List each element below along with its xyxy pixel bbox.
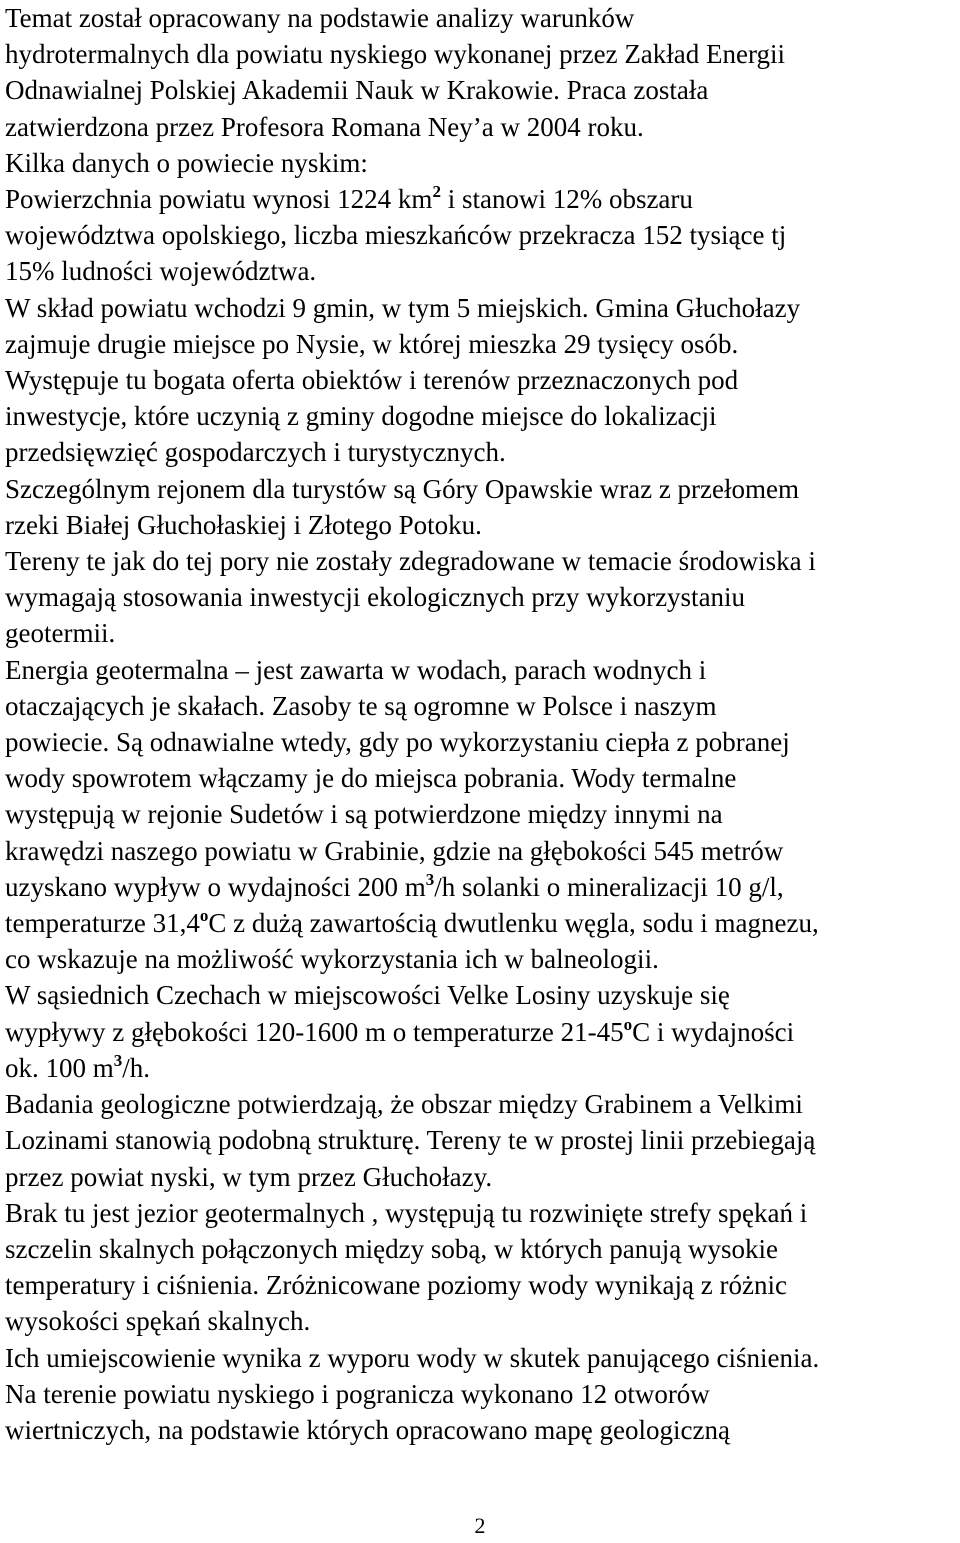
text-line: Badania geologiczne potwierdzają, że obszar między Grabinem a Velkimi — [5, 1089, 803, 1120]
superscript: o — [199, 906, 209, 926]
text-line: wymagają stosowania inwestycji ekologicznych przy wykorzystaniu — [5, 582, 746, 613]
superscript: 2 — [432, 182, 441, 202]
text-line: zatwierdzona przez Profesora Romana Ney’a w 2004 roku. — [5, 111, 644, 142]
text-line: Na terenie powiatu nyskiego i pogranicza wykonano 12 otworów — [5, 1378, 710, 1409]
text-line: geotermii. — [5, 618, 116, 649]
text-line: przez powiat nyski, w tym przez Głuchołazy. — [5, 1161, 493, 1192]
text-line: inwestycje, które uczynią z gminy dogodne miejsce do lokalizacji — [5, 401, 717, 432]
text-line — [5, 1050, 957, 1086]
text-line: Ich umiejscowienie wynika z wyporu wody w skutek panującego ciśnienia. — [5, 1342, 820, 1373]
text-line: otaczających je skałach. Zasoby te są ogromne w Polsce i naszym — [5, 690, 717, 721]
text-line: Kilka danych o powiecie nyskim: — [5, 147, 368, 178]
superscript: o — [623, 1014, 633, 1034]
text-line: występują w rejonie Sudetów i są potwierdzone między innymi na — [5, 799, 723, 830]
text-line: rzeki Białej Głuchołaskiej i Złotego Potoku. — [5, 509, 482, 540]
text-segment: wypływy z głębokości 120-1600 m o temperaturze 21-45 — [5, 1016, 624, 1047]
text-segment: uzyskano wypływ o wydajności 200 m — [5, 871, 426, 902]
page-number: 2 — [474, 1513, 486, 1538]
superscript: 3 — [113, 1050, 123, 1070]
text-line: Lozinami stanowią podobną strukturę. Tereny te w prostej linii przebiegają — [5, 1125, 816, 1156]
text-line — [5, 181, 957, 217]
text-line: wiertniczych, na podstawie których opracowano mapę geologiczną — [5, 1414, 730, 1445]
text-line: wysokości spękań skalnych. — [5, 1306, 311, 1337]
text-line: krawędzi naszego powiatu w Grabinie, gdzie na głębokości 545 metrów — [5, 835, 784, 866]
text-line: W sąsiednich Czechach w miejscowości Velke Losiny uzyskuje się — [5, 980, 730, 1011]
text-line — [5, 1014, 957, 1050]
text-line: wody spowrotem włączamy je do miejsca pobrania. Wody termalne — [5, 763, 737, 794]
text-segment: C i wydajności — [632, 1016, 795, 1047]
text-segment: ok. 100 m — [5, 1052, 114, 1083]
text-line: hydrotermalnych dla powiatu nyskiego wykonanej przez Zakład Energii — [5, 39, 786, 70]
text-line — [5, 905, 957, 941]
text-segment: Powierzchnia powiatu wynosi 1224 km — [5, 184, 433, 215]
text-line: Szczególnym rejonem dla turystów są Góry Opawskie wraz z przełomem — [5, 473, 799, 504]
text-line: Występuje tu bogata oferta obiektów i terenów przeznaczonych pod — [5, 365, 739, 396]
text-line: powiecie. Są odnawialne wtedy, gdy po wykorzystaniu ciepła z pobranej — [5, 727, 790, 758]
text-line — [5, 869, 957, 905]
text-line: W skład powiatu wchodzi 9 gmin, w tym 5 miejskich. Gmina Głuchołazy — [5, 292, 801, 323]
text-line: przedsięwzięć gospodarczych i turystycznych. — [5, 437, 506, 468]
text-segment: C z dużą zawartością dwutlenku węgla, sodu i magnezu, — [208, 908, 819, 939]
text-line: województwa opolskiego, liczba mieszkańców przekracza 152 tysiące tj — [5, 220, 787, 251]
text-segment: temperaturze 31,4 — [5, 908, 200, 939]
superscript: 3 — [425, 869, 435, 889]
text-line: Energia geotermalna – jest zawarta w wodach, parach wodnych i — [5, 654, 707, 685]
text-line: Tereny te jak do tej pory nie zostały zdegradowane w temacie środowiska i — [5, 546, 816, 577]
text-segment: /h. — [122, 1052, 151, 1083]
text-line: zajmuje drugie miejsce po Nysie, w której mieszka 29 tysięcy osób. — [5, 328, 739, 359]
text-line: Odnawialnej Polskiej Akademii Nauk w Krakowie. Praca została — [5, 75, 709, 106]
text-line: Brak tu jest jezior geotermalnych , występują tu rozwinięte strefy spękań i — [5, 1197, 808, 1228]
text-segment: /h solanki o mineralizacji 10 g/l, — [434, 871, 784, 902]
text-line: szczelin skalnych połączonych między sobą, w których panują wysokie — [5, 1233, 779, 1264]
text-line: co wskazuje na możliwość wykorzystania ich w balneologii. — [5, 944, 659, 975]
text-line: temperatury i ciśnienia. Zróżnicowane poziomy wody wynikają z różnic — [5, 1270, 787, 1301]
text-line: 15% ludności województwa. — [5, 256, 317, 287]
text-segment: i stanowi 12% obszaru — [440, 184, 693, 215]
document-body — [5, 0, 957, 1448]
text-line: Temat został opracowany na podstawie analizy warunków — [5, 3, 635, 33]
